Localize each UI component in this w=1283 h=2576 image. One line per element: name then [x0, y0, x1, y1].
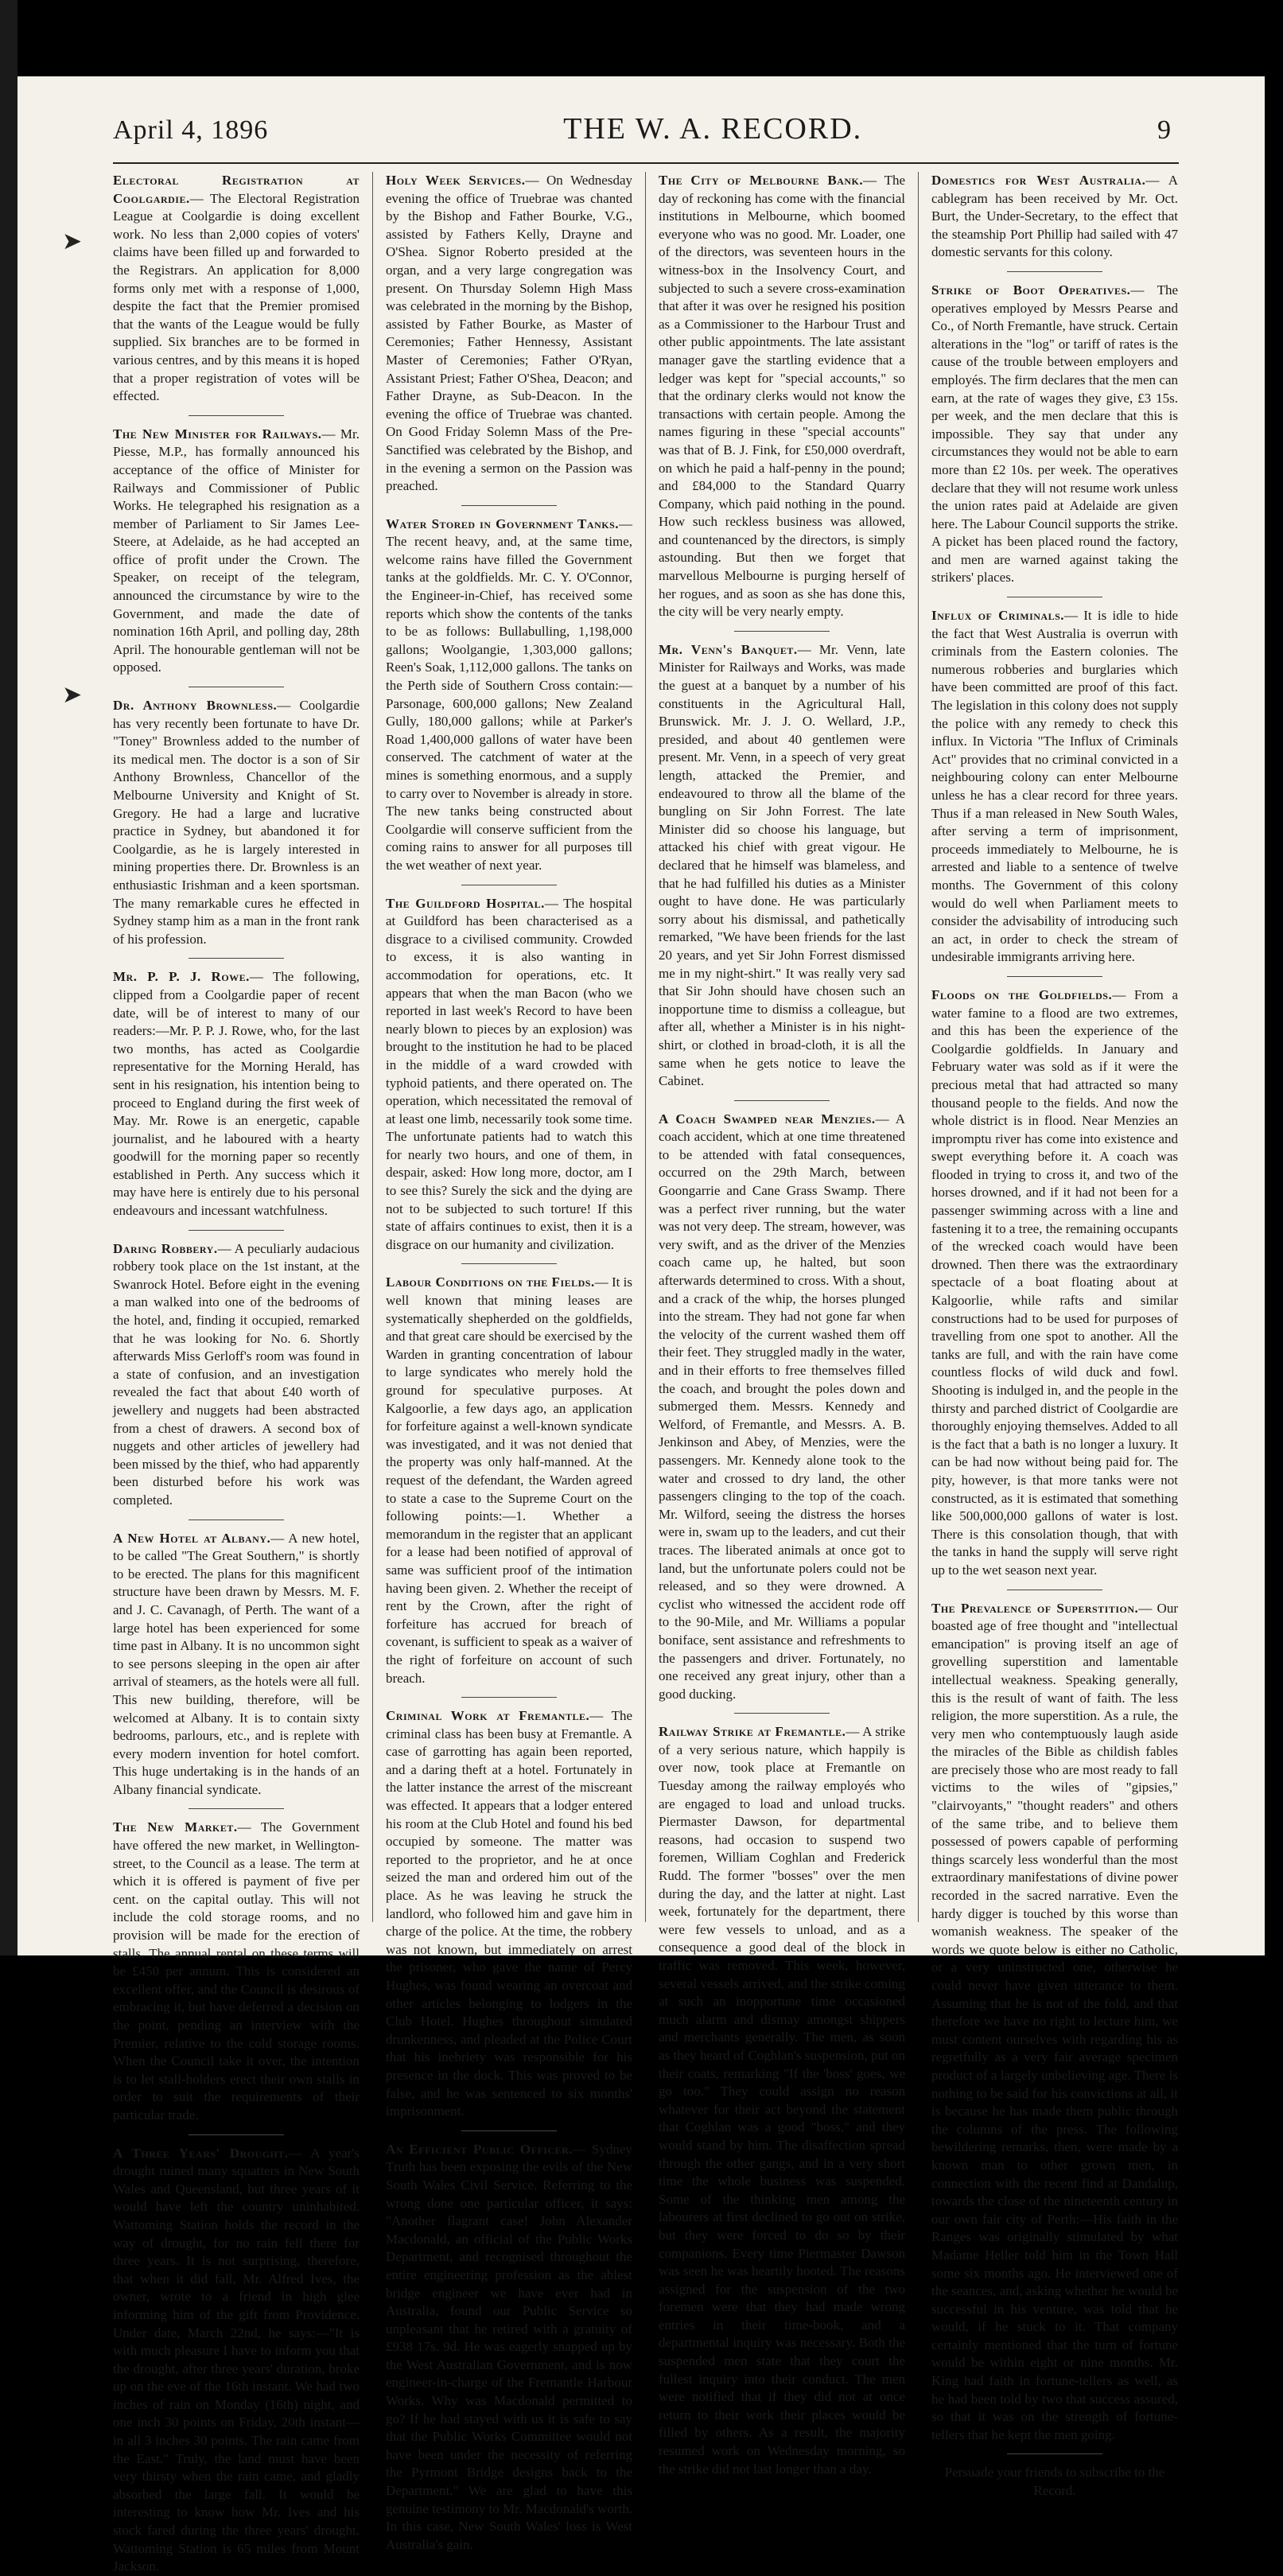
article-paragraph: [113, 426, 360, 677]
article-heading: Mr. Venn's Banquet.: [659, 641, 798, 657]
column-1: [113, 172, 360, 2574]
article-body: — A peculiarly audacious robbery took place on the 1st instant, at the Swanrock Hotel. Before eight in the evening a man walked into one of the bedrooms of the hotel, and, finding it occupied, remarked that he was looking for No. 6. Shortly afterwards Miss Gerloff's room was found in a state of confusion, and an investigation revealed the fact that about £40 worth of jewellery and nuggets had been abstracted from a chest of drawers. A second box of nuggets and other articles of jewellery had been missed by the thief, who had apparently been disturbed before his work was completed.: [113, 1240, 360, 1508]
article-body: — The day of reckoning has come with the financial institutions in Melbourne, which boomed everyone who was no good. Mr. Loader, one of the directors, was seventeen hours in the witness-box in the Insolvency Court, and subjected to such a severe cross-examination that after it was over he resigned his position as a Commissioner to the Harbour Trust and other public appointments. The late assistant manager gave the startling evidence that a ledger was kept for "special accounts," so that the ordinary clerks would not know the transactions with certain people. Among the names figuring in these "special accounts" was that of B. J. Fink, for £50,000 overdraft, on which he paid a half-penny in the pound; and £84,000 to the Standard Quarry Company, which paid nothing in the pound. How such reckless business was allowed, and countenanced by the directors, is simply astounding. But then we forget that marvellous Melbourne is purging herself of her rogues, and as soon as she has done this, the city will be very nearly empty.: [659, 173, 906, 620]
article-body: — Mr. Venn, late Minister for Railways and Works, was made the guest at a banquet by a number of his constituents in the Agricultural Hall, Brunswick. Mr. J. J. O. Wellard, J.P., presided, and about 40 gentlemen were present. Mr. Venn, in a speech of very great length, attacked the Premier, and endeavoured to throw all the blame of the bungling on Sir John Forrest. The late Minister did so choose his language, but attacked his chief with great vigour. He declared that he himself was blameless, and that he had fulfilled his duties as a Minister ought to have done. He was particularly sorry about his dismissal, and pathetically remarked, "We have been friends for the last 20 years, and yet Sir John Forrest dismissed me in my night-shirt." It was really very sad that Sir John should have chosen such an inopportune time to dismiss a colleague, but after all, whether a Minister is in his night-shirt, or clothed in broad-cloth, it is all the same when he gets notice to leave the Cabinet.: [659, 641, 905, 1089]
article-paragraph: [113, 968, 360, 1220]
article-paragraph: [113, 1819, 360, 2124]
article-paragraph: [386, 1707, 632, 2121]
article-paragraph: [659, 172, 905, 621]
article-paragraph: [386, 895, 632, 1255]
article-paragraph: [931, 2464, 1178, 2500]
article-heading: The New Minister for Railways.: [113, 426, 322, 442]
article-heading: Floods on the Goldfields.: [931, 986, 1113, 1002]
article-paragraph: [931, 1600, 1178, 2445]
article-paragraph: [659, 1723, 905, 2478]
article-paragraph: [931, 172, 1178, 262]
masthead: [113, 111, 1171, 159]
masthead-rule: [113, 162, 1179, 164]
article-heading: A Coach Swamped near Menzies.: [659, 1111, 876, 1127]
article-body: — From a water famine to a flood are two extremes, and this has been the experience of the Coolgardie goldfields. In January and February water was sold as if it were the precious metal that had attracted so many thousand people to the fields. And now the whole district is in flood. Near Menzies an impromptu river has come into existence and swept everything before it. A coach was flooded in trying to cross it, and two of the horses drowned, and if it had not been for a passenger swimming across with a line and fastening it to a tree, the remaining occupants of the wrecked coach would have been drowned. Then there was the extraordinary spectacle of a boat floating about at Kalgoorlie, while rafts and similar constructions had to be used for purposes of travelling from one spot to another. All the tanks are full, and with the rain have come countless flocks of wild duck and fowl. Shooting is indulged in, and the people in the thirsty and parched district of Coolgardie are thoroughly enjoying themselves. Added to all is the fact that a bath is no longer a luxury. It can be had now without being paid for. The pity, however, is that more tanks were not constructed, as it is estimated that something like 500,000,000 gallons of water is lost. There is this consolation though, that with the tanks in hand the supply will serve right up to the wet season next year.: [931, 986, 1179, 1578]
article-separator: [461, 2130, 557, 2131]
article-heading: The New Market.: [113, 1819, 238, 1835]
article-separator: [461, 505, 557, 506]
margin-arrow-icon: ➤: [62, 681, 83, 709]
article-body: — The recent heavy, and, at the same time, welcome rains have filled the Government tanks at the goldfields. Mr. C. Y. O'Connor, the Engineer-in-Chief, has received some reports which show the contents of the tanks to be as follows: Bullabulling, 1,198,000 gallons; Woolgangie, 1,303,000 gallons; Reen's Soak, 1,112,000 gallons. The tanks on the Perth side of Southern Cross contain:—Parsonage, 600,000 gallons; New Zealand Gully, 180,000 gallons; while at Parker's Road 1,400,000 gallons of water have been conserved. The catchment of water at the mines is something enormous, and a supply to carry over to November is already in store. The new tanks being constructed about Coolgardie will conserve sufficient from the coming rains to answer for all purposes till the wet weather of next year.: [386, 516, 632, 873]
article-separator: [189, 958, 284, 959]
article-heading: A New Hotel at Albany.: [113, 1530, 271, 1546]
article-heading: Influx of Criminals.: [931, 608, 1064, 624]
article-heading: An Efficient Public Officer.: [386, 2141, 573, 2157]
article-heading: Strike of Boot Operatives.: [931, 282, 1131, 298]
article-heading: The Prevalence of Superstition.: [931, 1600, 1139, 1616]
article-separator: [1007, 271, 1102, 272]
article-columns: [113, 172, 1179, 2574]
article-separator: [734, 1100, 830, 1101]
article-body: — A new hotel, to be called "The Great Southern," is shortly to be erected. The plans for this magnificent structure have been drawn by Messrs. M. F. and J. C. Cavanagh, of Perth. The want of a large hotel has been experienced for some time past in Albany. It is no uncommon sight to see persons sleeping in the open air after arrival of steamers, as the hotels were all full. This new building, therefore, will be welcomed at Albany. It is to contain sixty bedrooms, parlours, etc., and is replete with every modern invention for hotel comfort. This huge undertaking is in the hands of an Albany financial syndicate.: [113, 1530, 360, 1797]
article-body: — The Government have offered the new market, in Wellington-street, to the Council as a lease. The term at which it is offered is payment of five per cent. on the capital outlay. This will not include the cold storage rooms, and no provision will be made for the erection of stalls. The annual rental on these terms will be £450 per annum. This is considered an excellent offer, and the Council is desirous of embracing it, but have deferred a decision on the point, pending an interview with the Premier, relative to the cold storage rooms. When the Council take it over, the intention is to let stall-holders erect their own stalls in order to suit the requirements of their particular trade.: [113, 1819, 360, 2123]
article-body: — A coach accident, which at one time threatened to be attended with fatal consequences, occurred on the 29th March, between Goongarrie and Cane Grass Swamp. There was a perfect river running, but the water was not very deep. The stream, however, was very swift, and as the driver of the Menzies coach came up, he halted, but soon afterwards determined to cross. With a shout, and a crack of the whip, the horses plunged into the stream. They had not gone far when the velocity of the current washed them off their feet. They struggled madly in the water, and in their efforts to free themselves filled the coach, and brought the poles down and submerged them. Messrs. Kennedy and Welford, of Fremantle, and Messrs. A. B. Jenkinson and Abey, of Menzies, were the passengers. Mr. Kennedy alone took to the water and crossed to dry land, the other passengers clinging to the top of the coach. Mr. Wilford, seeing the distress the horses were in, swam up to the leaders, and cut their traces. The liberated animals at once got to land, but the unfortunate polers could not be released, and so they were drowned. A cyclist who witnessed the accident rode off to the 90-Mile, and Mr. Williams a popular boniface, sent assistance and refreshments to the passengers and driver. Fortunately, no one received any great injury, other than a good ducking.: [659, 1111, 905, 1702]
newspaper-page: [17, 76, 1265, 2574]
article-paragraph: [931, 607, 1178, 967]
article-paragraph: [931, 282, 1178, 587]
margin-arrow-icon: ➤: [62, 228, 83, 255]
column-divider: [372, 172, 373, 1922]
article-body: — The operatives employed by Messrs Pearse and Co., of North Fremantle, have struck. Certain alterations in the "log" or tariff of rates is the cause of the trouble between employers and employés. The firm declares that the men can earn, at the rate of wages they give, £3 15s. per week, and the men declare that this is impossible. They say that under any circumstances they would not be able to earn more than £2 10s. per week. The operatives declare that they will not resume work unless the union rates paid at Adelaide are given here. The Labour Council supports the strike. A picket has been placed round the factory, and men are warned against taking the strikers' places.: [931, 282, 1178, 586]
article-body: — Sydney Truth has been exposing the evils of the New South Wales Civil Service. Referring to the wrong done one particular officer, it says: "Another flagrant case! John Alexander Macdonald, an official of the Public Works Department, and recognised throughout the entire engineering profession as the ablest bridge engineer we have ever had in Australia, found our Public Service so unpleasant that he retired with a gratuity of £938 17s. 9d. He was eagerly snapped up by the West Australian Government, and is now engineer-in-charge of the Fremantle Harbour Works. Why was Macdonald permitted to go? If he had stayed with us it is safe to say that the Public Works Committee would not have been under the necessity of referring the Pyrmont Bridge designs back to the Department." We are glad to have this genuine testimony to Mr. Macdonald's worth. In this case, New South Wales' loss is West Australia's gain.: [386, 2141, 633, 2552]
article-body: — The criminal class has been busy at Fremantle. A case of garrotting has again been reported, and a daring theft at a hotel. Fortunately in the latter instance the arrest of the miscreant was effected. It appears that a lodger entered his room at the Club Hotel and found his bed occupied by someone. The matter was reported to the proprietor, and he at once seized the man and ordered him out of the place. As he was leaving he struck the landlord, who followed him and gave him in charge of the police. At the time, the robbery was not known, but immediately on arrest the prisoner, who gave the name of Percy Hughes, was found wearing an overcoat and other articles belonging to lodgers in the Club Hotel. Hughes throughout simulated drunkenness, and pleaded at the Police Court that his inebriety was responsible for his presence in the dock. This was proved to be false, and he was sentenced to six months' imprisonment.: [386, 1708, 633, 2119]
article-heading: Electoral Registration at Coolgardie.: [113, 173, 360, 206]
article-paragraph: [113, 1240, 360, 1510]
article-separator: [189, 1808, 284, 1809]
article-separator: [734, 1713, 830, 1714]
article-heading: Railway Strike at Fremantle.: [659, 1724, 846, 1740]
article-paragraph: [113, 1530, 360, 1800]
article-body: — Coolgardie has very recently been fortunate to have Dr. "Toney" Brownless added to the number of its medical men. The doctor is a son of Sir Anthony Brownless, Chancellor of the Melbourne University and Knight of St. Gregory. He had a large and lucrative practice in Sydney, but abandoned it for Coolgardie, as he is largely interested in mining properties there. Dr. Brownless is an enthusiastic Irishman and a keen sportsman. The many remarkable cures he effected in Sydney stamp him as a man in the front rank of his profession.: [113, 698, 360, 947]
column-4: [931, 172, 1179, 2499]
article-body: Persuade your friends to subscribe to the Record.: [944, 2465, 1165, 2499]
column-divider: [645, 172, 646, 1922]
issue-date: April 4, 1896: [113, 115, 269, 145]
article-heading: Domestics for West Australia.: [931, 173, 1146, 188]
column-3: [659, 172, 906, 2477]
column-divider: [918, 172, 919, 1922]
article-paragraph: [113, 172, 360, 406]
article-heading: A Three Years' Drought.: [113, 2145, 289, 2161]
article-heading: Labour Conditions on the Fields.: [386, 1274, 595, 1290]
article-paragraph: [113, 697, 360, 948]
article-separator: [189, 2134, 284, 2135]
article-body: — A year's drought ruined many squatters in New South Wales and Queensland, but three years of it would have left the country uninhabited. Wattoming Station holds the record in the way of drought, for no rain fell there for three years. It is not surprising, therefore, that when it did fall, Mr. Alfred Ives, the owner, wrote to a friend in high glee informing him of the gift from Providence. Under date, March 22nd, he says:—"It is with much pleasure I have to inform you that the drought, after three years' duration, broke up on the eve of the 16th instant. We had two inches of rain on Monday (16th) night, and one inch 30 points on Friday, 20th instant—in all 3 inches 30 points. The rain came from the East." Truly, the land must have been very thirsty when the rain came, and gladly absorbed the large fall. It would be interesting to know how Mr. Ives and his stock fared during the three years' drought. Wattoming Station is 65 miles from Mount Jackson.: [113, 2145, 360, 2574]
article-heading: The Guildford Hospital.: [386, 895, 545, 911]
newspaper-title: THE W. A. RECORD.: [563, 112, 863, 146]
article-heading: Criminal Work at Fremantle.: [386, 1708, 590, 1724]
article-paragraph: [386, 2141, 632, 2555]
article-separator: [461, 1263, 557, 1264]
article-separator: [734, 631, 830, 632]
article-heading: Water Stored in Government Tanks.: [386, 516, 619, 531]
page-number: 9: [1157, 115, 1171, 145]
article-paragraph: [386, 516, 632, 875]
article-body: — It is idle to hide the fact that West Australia is overrun with criminals from the Eastern colonies. The numerous robberies and burglaries which have been committed are proof of this fact. The legislation in this colony does not supply the police with any remedy to check this influx. In Victoria "The Influx of Criminals Act" provides that no criminal convicted in a neighbouring colony can enter Melbourne unless he has a clear record for three years. Thus if a man released in New South Wales, after serving a term of imprisonment, proceeds immediately to Melbourne, he is arrested and liable to a sentence of twelve months. The Government of this colony would do well when Parliament meets to consider the advisability of introducing such an act, in order to check the stream of undesirable immigrants arriving here.: [931, 608, 1178, 965]
article-separator: [189, 1230, 284, 1231]
article-heading: Daring Robbery.: [113, 1240, 218, 1256]
article-body: — On Wednesday evening the office of Truebrae was chanted by the Bishop and Father Bourke, V.G., assisted by Fathers Kelly, Drayne and O'Shea. Signor Roberto presided at the organ, and a very large congregation was present. On Thursday Solemn High Mass was celebrated in the morning by the Bishop, assisted by Father Bourke, as Master of Ceremonies; Father Hennessy, Assistant Master of Ceremonies; Father O'Ryan, Assistant Priest; Father O'Shea, Deacon; and Father Drayne, as Sub-Deacon. In the evening the office of Truebrae was chanted. On Good Friday Solemn Mass of the Pre-Sanctified was celebrated by the Bishop, and in the evening a sermon on the Passion was preached.: [386, 173, 633, 494]
article-paragraph: [659, 641, 905, 1091]
article-body: — A cablegram has been received by Mr. Oct. Burt, the Under-Secretary, to the effect that the steamship Port Phillip had sailed with 47 domestic servants for this colony.: [931, 173, 1179, 260]
article-paragraph: [113, 2145, 360, 2576]
article-body: — Our boasted age of free thought and "intellectual emancipation" is proving itself an age of grovelling superstition and lamentable intellectual weakness. Speaking generally, this is the result of want of faith. The less religion, the more superstition. As a rule, the very men who contemptuously laugh aside the miracles of the Bible as childish fables are precisely those who are most ready to fall victims to the wiles of "gipsies," "clairvoyants," "thought readers" and others of the same tribe, and to believe them possessed of powers capable of performing things scarcely less wonderful than the most extraordinary manifestations of divine power recorded in the sacred narrative. Even the hardy digger is touched by this worse than womanish weakness. The speaker of the words we quote below is either no Catholic, or a very uninstructed one, otherwise he could never have given utterance to them. Assuming that he is not of the fold, and that therefore we have no right to lecture him, we must content ourselves with regarding his as regretfully as a very fair average specimen product of a largely unbelieving age. There is nothing to be said for his convictions at all, it is because he has made them public through the columns of the press. The following bewildering remarks, then, were made by a known man to other grown men, in connection with the recent find at Dandalup, towards the close of the nineteenth century in our own fair city of Perth:—His faith in the Ranges was originally stimulated by what Madame Heller told him in the Town Hall some six months ago. He interviewed one of the seances, and, asking whether he would be successful in his venture, was told that he would, if he stuck to it. That company certainly mentioned that the turn of fortune would be within eight or nine months. Mr. King had faith in fortune-tellers as well, as he had been told by two that success assured, so that it was on the strength of fortune-tellers that he kept the men going.: [931, 1600, 1178, 2442]
article-body: — Mr. Piesse, M.P., has formally announced his acceptance of the office of Minister for Railways and Commissioner of Public Works. He telegraphed his resignation as a member of Parliament to Sir James Lee-Steere, at Adelaide, as he had accepted an office of profit under the Crown. The Speaker, on receipt of the telegram, announced the circumstance by wire to the Government, and made the date of nomination 16th April, and polling day, 28th April. The honourable gentleman will not be opposed.: [113, 426, 360, 675]
article-heading: Dr. Anthony Brownless.: [113, 698, 278, 714]
article-body: — A strike of a very serious nature, which happily is over now, took place at Fremantle on Tuesday among the railway employés who are engaged to load and unload trucks. Piermaster Dawson, for departmental reasons, had occasion to suspend two foremen, William Coghlan and Frederick Rudd. The former "bosses" over the men during the day, and the latter at night. Last week, fortunately for the department, there were few vessels to unload, and as a consequence a good deal of the block in traffic was removed. This week, however, several vessels arrived, and the strike coming at such an inopportune time occasioned much alarm and dismay amongst shippers and merchants generally. The men, as soon as they heard of Coghlan's suspension, put on their coats, remarking "If the 'boss' goes, we go too." They could assign no reason whatever for their act beyond the statement that Coghlan was a good "boss," and they would stand by him. The disaffection spread through the other gangs, and in a very short time the whole business was suspended. Some of the thinking men among the labourers at first declined to go out on strike, but they were forced to do so by their companions. Every time Piermaster Dawson was seen he was heartily hooted. The reasons assigned for the suspension of the two foremen were that they had made wrong entries in their time-book, and a departmental inquiry was necessary. Both the suspended men state that they court the fullest inquiry into their conduct. The men were notified that if they did not at once return to their work their places would be filled by others. As a result, the majority resumed work on Wednesday morning, so the strike did not last longer than a day.: [659, 1724, 905, 2477]
article-body: — The following, clipped from a Coolgardie paper of recent date, will be of interest to many of our readers:—Mr. P. P. J. Rowe, who, for the last two months, has acted as Coolgardie representative for the Morning Herald, has sent in his resignation, his intention being to proceed to England during the first week of May. Mr. Rowe is an energetic, capable journalist, and he laboured with a hearty goodwill for the morning paper so recently established in Perth. Any success which it may have here is entirely due to his personal endeavours and incessant watchfulness.: [113, 969, 360, 1219]
scan-edge: [0, 0, 17, 1955]
article-separator: [461, 1697, 557, 1698]
article-paragraph: [386, 1274, 632, 1687]
article-separator: [1007, 976, 1102, 977]
article-paragraph: [659, 1111, 905, 1704]
article-heading: Holy Week Services.: [386, 173, 526, 188]
article-separator: [1007, 2453, 1102, 2454]
article-body: — The hospital at Guildford has been characterised as a disgrace to a civilised community. Crowded to excess, it is also wanting in accommodation for operations, etc. It appears that when the man Bacon (who we reported in last week's Record to have been nearly blown to pieces by an explosion) was brought to the institution he had to be placed in the middle of a ward crowded with typhoid patients, and there operated on. The operation, which necessitated the removal of at least one limb, necessarily took some time. The unfortunate patients had to watch this for nearly two hours, and one of them, in despair, asked: How long more, doctor, am I to see this? Surely the sick and the dying are not to be subjected to such torture! If this state of affairs continues to exist, then it is a disgrace on our humanity and civilization.: [386, 895, 632, 1252]
article-separator: [189, 415, 284, 416]
article-body: — The Electoral Registration League at Coolgardie is doing excellent work. No less than 2,000 copies of voters' claims have been filled up and forwarded to the Registrars. An application for 8,000 forms only met with a response of 1,000, despite the fact that the Premier promised that the wants of the League would be fully supplied. Six branches are to be formed in various centres, and by this means it is hoped that a proper registration of votes will be effected.: [113, 190, 360, 404]
article-paragraph: [386, 172, 632, 496]
article-heading: Mr. P. P. J. Rowe.: [113, 969, 250, 985]
article-body: — It is well known that mining leases are systematically shepherded on the goldfields, and that great care should be exercised by the Warden in granting concentration of labour to large syndicates who merely hold the ground for speculative purposes. At Kalgoorlie, a few days ago, an application for forfeiture against a well-known syndicate was investigated, and it was not denied that the property was only half-manned. At the request of the defendant, the Warden agreed to state a case to the Supreme Court on the following points:—1. Whether a memorandum in the register that an applicant for a lease had been notified of approval of same was sufficient proof of the intimation having been given. 2. Whether the receipt of rent by the Crown, after the right of forfeiture has accrued for breach of covenant, is sufficient to speak as a waiver of the right of forfeiture on account of such breach.: [386, 1274, 632, 1686]
article-paragraph: [931, 986, 1178, 1580]
column-2: [386, 172, 633, 2552]
article-heading: The City of Melbourne Bank.: [659, 173, 864, 188]
